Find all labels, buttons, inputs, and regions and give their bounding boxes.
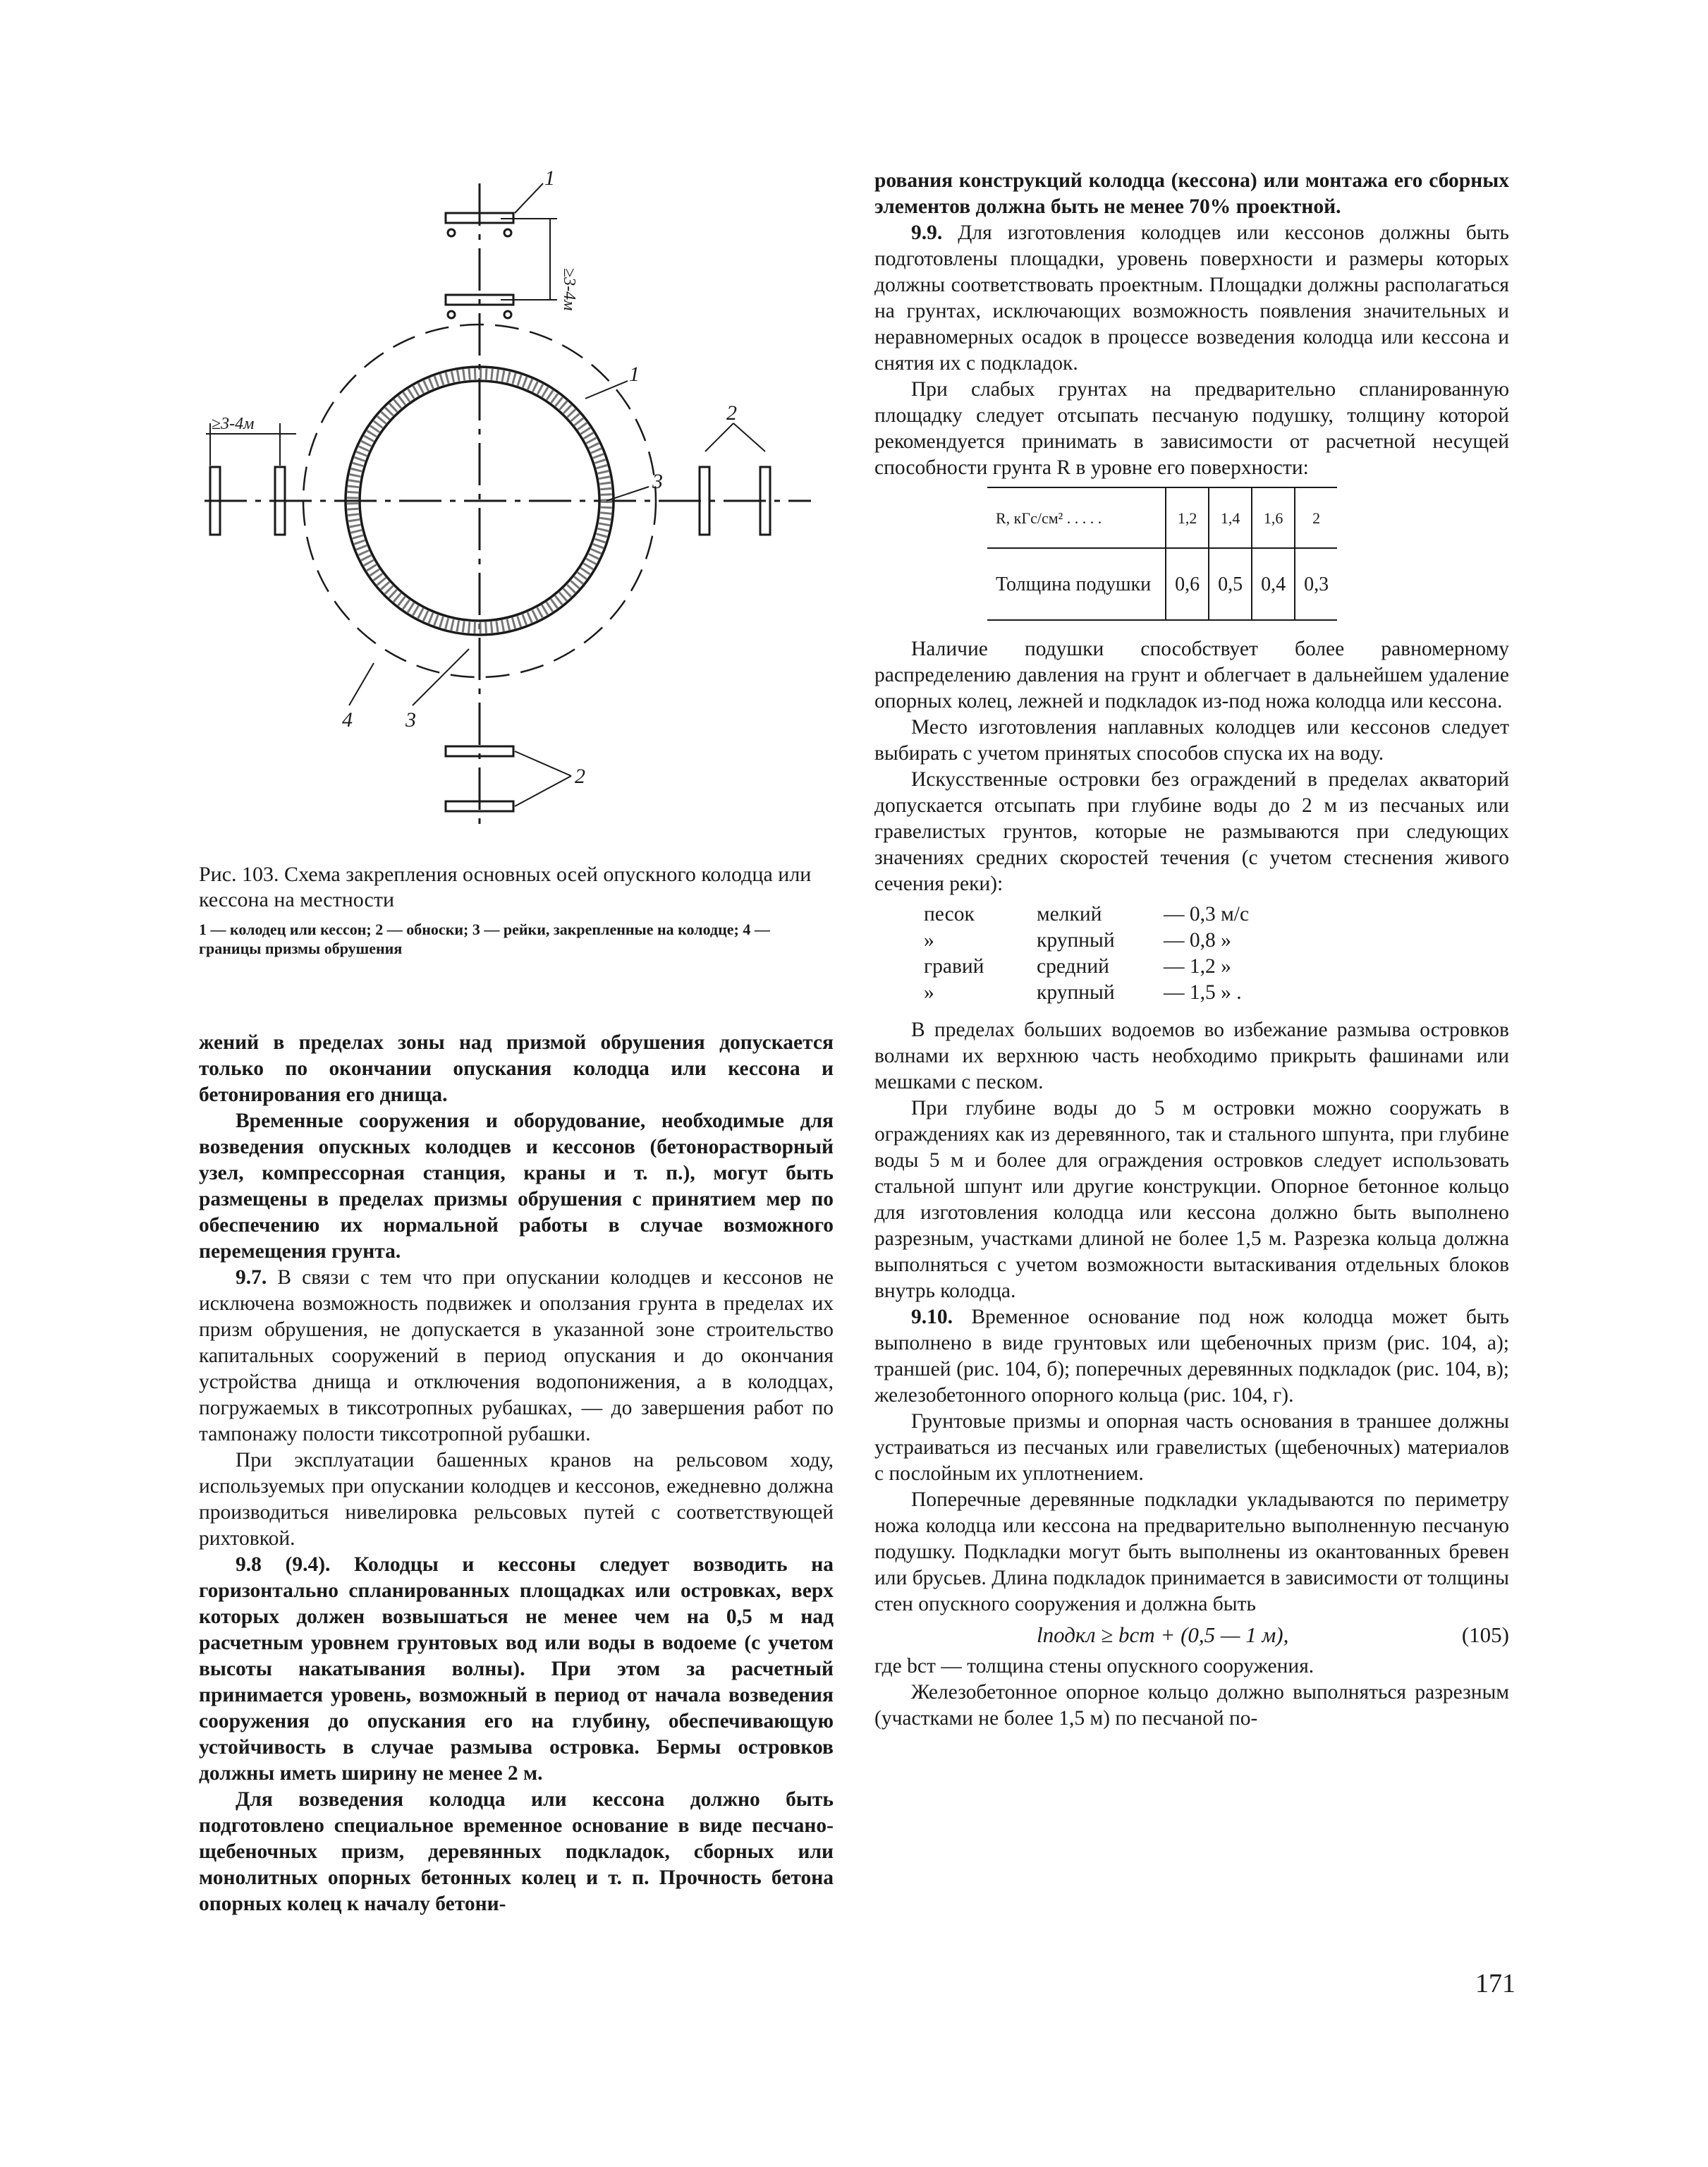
left-para-4: При эксплуатации башенных кранов на рельсовом ходу, используемых при опускании колодцев и кессонов, ежедневно должна производиться нивелировка рельсовых путей с соответствующей рихтовкой. (199, 1449, 834, 1550)
formula-number: (105) (1461, 1622, 1509, 1647)
left-para-6: Для возведения колодца или кессона должно быть подготовлено специальное временное основание в виде песчано-щебеночных призм, деревянных подкладок, сборных или монолитных опорных бетонных колец и т. п. Прочность бетона опорных колец к началу бетони- (199, 1788, 834, 1915)
figure-caption-title: Рис. 103. Схема закрепления основных осей опускного колодца или кессона на местности (199, 863, 812, 911)
clause-9-8: 9.8 (9.4). (236, 1553, 331, 1576)
fig-label-1-circle: 1 (629, 363, 640, 386)
speed-type: крупный (1037, 981, 1115, 1004)
fig-label-1-top: 1 (544, 169, 555, 190)
figure-103 (190, 169, 825, 846)
speed-type: мелкий (1037, 903, 1102, 925)
page-number: 171 (1475, 1969, 1515, 1998)
speed-value: — 0,3 м/с (1164, 903, 1250, 925)
speed-value: — 1,5 » . (1164, 981, 1242, 1004)
figure-legend: 1 — колодец или кессон; 2 — обноски; 3 — рейки, закрепленные на колодце; 4 — границы призмы обрушения (199, 921, 770, 957)
right-para-8-text: Временное основание под нож колодца может быть выполнено в виде грунтовых или щебеночных призм (рис. 104, а); траншей (рис. 104, б); поперечных деревянных подкладок (рис. 104, в); железобетонного опорного кольца (рис. 104, г). (874, 1306, 1509, 1407)
formula-105 (874, 1622, 1509, 1648)
table-cell: 2 (1295, 487, 1337, 548)
table-cell: 0,3 (1295, 548, 1337, 620)
table-cell: 0,6 (1166, 548, 1209, 620)
flow-speed-list (924, 902, 1509, 1006)
fig-label-3-right: 3 (652, 470, 663, 493)
cushion-thickness-table (987, 487, 1337, 621)
right-para-12: Железобетонное опорное кольцо должно выполняться разрезным (участками не более 1,5 м) по песчаной по- (874, 1681, 1509, 1730)
table-row1-label: R, кГс/см² . . . . . (987, 487, 1166, 548)
speed-material: гравий (924, 955, 984, 978)
speed-material: » (924, 929, 934, 952)
right-para-4: Место изготовления наплавных колодцев или кессонов следует выбирать с учетом принятых способов спуска их на воду. (874, 716, 1509, 765)
right-para-9: Грунтовые призмы и опорная часть основания в траншее должны устраиваться из песчаных или гравелистых (щебеночных) материалов с послойным их уплотнением. (874, 1410, 1509, 1485)
left-para-3-text: В связи с тем что при опускании колодцев и кессонов не исключена возможность подвижек и оползания грунта в пределах их призм обрушения, не допускается в указанной зоне строительство капитальных сооружений в период опускания и до окончания устройства днища и отключения водопонижения, а в колодцах, погружаемых в тиксотропных рубашках, — до завершения работ по тампонажу полости тиксотропной рубашки. (199, 1266, 834, 1445)
right-para-7: При глубине воды до 5 м островки можно сооружать в ограждениях как из деревянного, так и стального шпунта, при глубине воды 5 м и более для ограждения островков следует использовать стальной шпунт или другие конструкции. Опорное бетонное кольцо для изготовления колодца или кессона должно быть выполнено разрезным, участками длиной не более 1,5 м. Разрезка кольца должна выполняться с учетом возможности вытаскивания отдельных блоков внутрь колодца. (874, 1097, 1509, 1302)
table-row2-label: Толщина подушки (996, 573, 1152, 595)
fig-label-2-right: 2 (726, 401, 737, 425)
fig-label-3-bottom: 3 (405, 708, 416, 732)
list-item (924, 954, 1509, 980)
left-para-1: жений в пределах зоны над призмой обрушения допускается только по окончании опускания колодца или кессона и бетонирования его днища. (199, 1031, 834, 1106)
left-para-2: Временные сооружения и оборудование, необходимые для возведения опускных колодцев и кессонов (бетонорастворный узел, компрессорная станция, краны и т. п.), могут быть размещены в пределах призмы обрушения с принятием мер по обеспечению их нормальной работы в случае возможного перемещения грунта. (199, 1110, 834, 1263)
table-cell: 1,4 (1209, 487, 1252, 548)
fig-label-2-bottom: 2 (575, 765, 585, 788)
right-para-0: рования конструкций колодца (кессона) или монтажа его сборных элементов должна быть не менее 70% проектной. (874, 169, 1509, 218)
right-para-11: где bст — толщина стены опускного сооружения. (874, 1655, 1314, 1677)
table-cell: 1,6 (1252, 487, 1295, 548)
speed-type: крупный (1037, 929, 1115, 952)
right-column (874, 168, 1509, 1732)
right-para-1-text: Для изготовления колодцев или кессонов должны быть подготовлены площадки, уровень поверхности и размеры которых должны соответствовать проектным. Площадки должны располагаться на грунтах, исключающих возможность появления значительных и неравномерных осадок в процессе возведения колодца или кессона и снятия их с подкладок. (874, 221, 1509, 375)
list-item (924, 980, 1509, 1006)
left-para-5 (199, 1552, 834, 1787)
left-para-5-text: Колодцы и кессоны следует возводить на горизонтально спланированных площадках или островках, верх которых должен возвышаться не менее чем на 0,5 м над расчетным уровнем грунтовых вод или воды в водоеме (с учетом высоты накатывания волны). При этом за расчетный принимается уровень, возможный в период от начала возведения сооружения до опускания его на глубину, обеспечивающую устойчивость в случае размыва островка. Бермы островков должны иметь ширину не менее 2 м. (199, 1553, 834, 1785)
left-column (199, 1030, 834, 1917)
right-para-10: Поперечные деревянные подкладки укладываются по периметру ножа колодца или кессона на предварительно выполненную песчаную подушку. Подкладки могут быть выполнены из окантованных бревен или брусьев. Длина подкладок принимается в зависимости от толщины стен опускного сооружения и должна быть (874, 1488, 1509, 1615)
list-item (924, 902, 1509, 928)
fig-dim-top: ≥3-4м (560, 268, 578, 311)
fig-dim-left: ≥3-4м (212, 415, 255, 433)
table-cell: 1,2 (1166, 487, 1209, 548)
right-para-6: В пределах больших водоемов во избежание размыва островков волнами их верхнюю часть необходимо прикрыть фашинами или мешками с песком. (874, 1019, 1509, 1093)
right-para-2: При слабых грунтах на предварительно спланированную площадку следует отсыпать песчаную подушку, толщину которой рекомендуется принимать в зависимости от расчетной несущей способности грунта R в уровне его поверхности: (874, 378, 1509, 479)
right-para-8 (874, 1304, 1509, 1409)
fig-label-4: 4 (342, 708, 353, 732)
clause-9-9: 9.9. (911, 221, 943, 244)
list-item (924, 928, 1509, 954)
kesson-axis-diagram (190, 169, 825, 846)
clause-9-10: 9.10. (911, 1306, 953, 1328)
speed-material: » (924, 981, 934, 1004)
right-para-1 (874, 220, 1509, 377)
formula-expression: lподкл ≥ bст + (0,5 — 1 м), (1037, 1622, 1289, 1647)
left-para-3 (199, 1265, 834, 1447)
figure-caption (199, 862, 834, 958)
speed-value: — 1,2 » (1164, 955, 1231, 978)
table-cell: 0,5 (1209, 548, 1252, 620)
table-cell: 0,4 (1252, 548, 1295, 620)
clause-9-7: 9.7. (236, 1266, 267, 1289)
right-para-3: Наличие подушки способствует более равномерному распределению давления на грунт и облегчает в дальнейшем удаление опорных колец, лежней и подкладок из-под ножа колодца или кессона. (874, 638, 1509, 712)
right-para-5: Искусственные островки без ограждений в пределах акваторий допускается отсыпать при глубине воды до 2 м из песчаных или гравелистых грунтов, которые не размываются при следующих значениях средних скоростей течения (с учетом стеснения живого сечения реки): (874, 768, 1509, 895)
speed-material: песок (924, 903, 975, 925)
speed-type: средний (1037, 955, 1109, 978)
speed-value: — 0,8 » (1164, 929, 1231, 952)
